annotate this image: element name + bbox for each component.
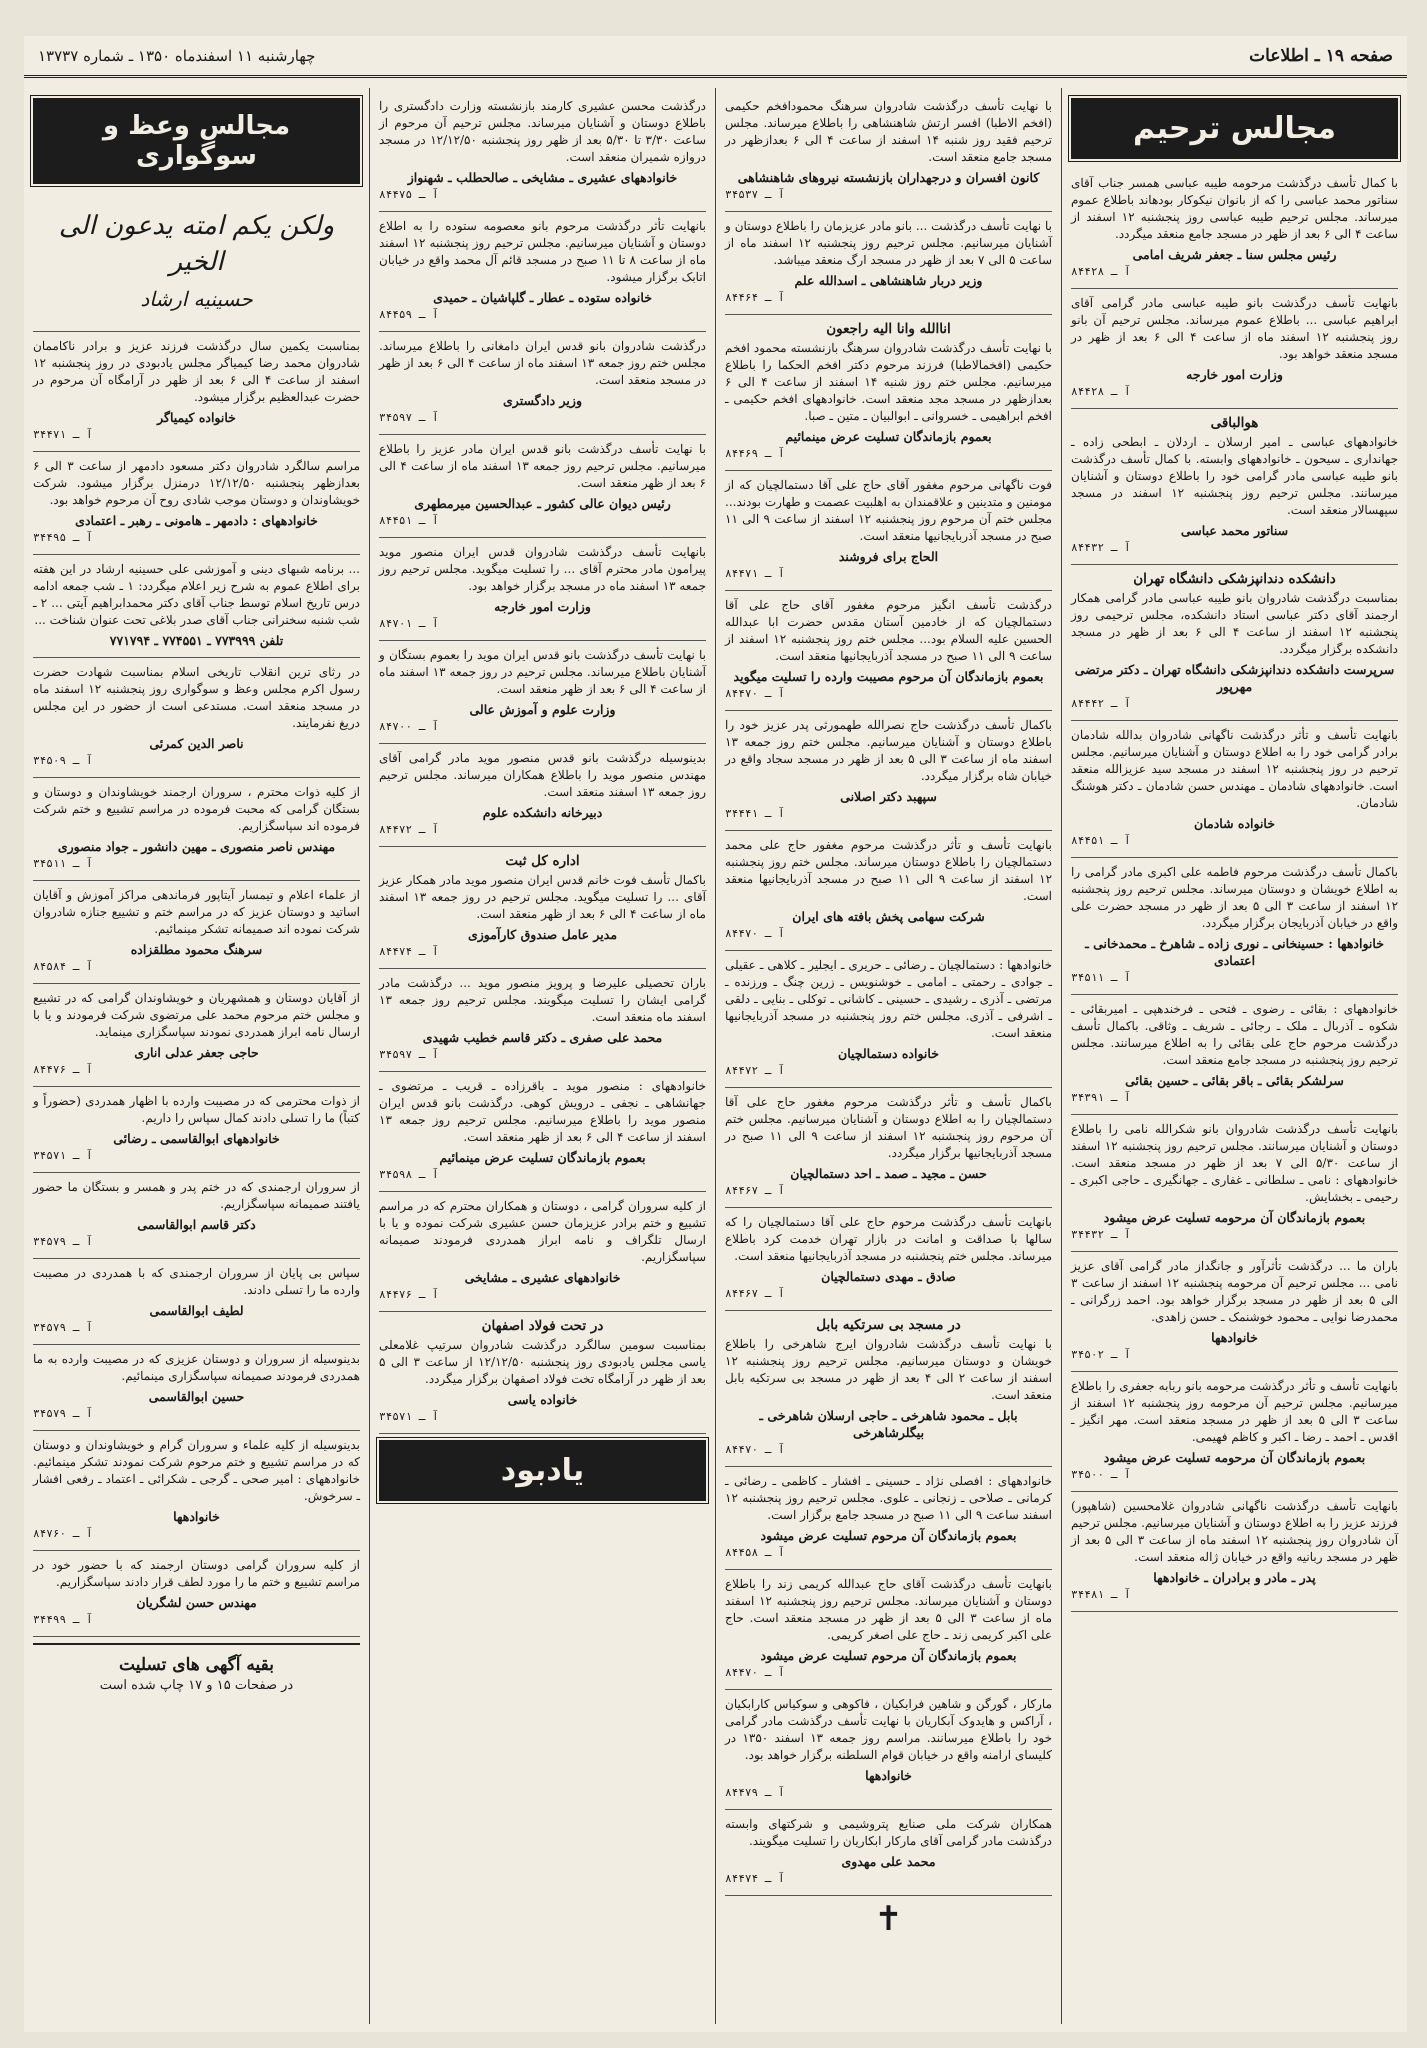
notice-text: باران تحصیلی علیرضا و پرویز منصور موید ... درگذشت مادر گرامی ایشان را تسلیت میگویند. مجلس ترحیم روز جمعه ۱۳ اسفند ماه منعقد است. — [379, 976, 706, 1024]
notice-signature: دکتر قاسم ابوالقاسمی — [137, 1217, 256, 1232]
notice-code: آ ـ ۸۴۴۵۸ — [725, 1546, 785, 1559]
notice-code: آ ـ ۳۴۵۰۹ — [33, 754, 93, 767]
notice-text: مارکار ، گورگن و شاهین فرابکیان ، فاکوهی و سوکیاس کارابکیان ، آراکس و هایدوک آبکاریان با نهایت تأسف درگذشت مادر گرامی خود را باطلاع میرسانند. مراسم روز جمعه ۱۳ اسفند ۱۳۵۰ در کلیسای ارامنه واقع در خیابان قوام السلطنه برگزار خواهد بود. — [725, 1697, 1053, 1762]
notice-text: از ذوات محترمی که در مصیبت وارده با اظهار همدردی (حضوراً و کتباً) ما را تسلی دادند کمال سپاس را داریم. — [33, 1094, 360, 1125]
notice-item — [379, 847, 706, 969]
notice-item — [725, 92, 1052, 212]
notice-text: در رثای ترین انقلاب تاریخی اسلام بمناسبت شهادت حضرت رسول اکرم مجلس وعظ و سوگواری روز پنجشنبه ۱۲ اسفند ماه در مسجد منعقد است. مستدعی است از حضور در این مجلس دریغ نفرمایند. — [33, 665, 360, 730]
notice-signature: سپهبد دکتر اصلانی — [840, 789, 937, 804]
notice-text: بانهایت تأسف درگذشت ناگهانی شادروان غلامحسین (شاهپور) فرزند عزیز را به اطلاع دوستان و آشنایان میرسانیم. مجلس ترحیم آن شادروان روز پنجشنبه ۱۲ اسفند ماه از ساعت ۳ الی ۵ بعد از ظهر در مسجد ربانیه واقع در خیابان ژاله منعقد است. — [1071, 1499, 1399, 1564]
notice-signature: کانون افسران و درجهداران بازنشسته نیروهای شاهنشاهی — [737, 170, 1040, 185]
notice-text: درگذشت شادروان بانو قدس ایران دامغانی را باطلاع میرساند. مجلس ختم روز جمعه ۱۳ اسفند ماه از ساعت ۴ الی ۶ بعد از ظهر در مسجد منعقد است. — [379, 339, 706, 387]
notice-item — [725, 951, 1052, 1088]
notice-code: آ ـ ۳۴۳۹۱ — [1071, 1091, 1131, 1104]
notice-text: از کلیه سروران گرامی ، دوستان و همکاران محترم که در مراسم تشییع و ختم برادر عزیزمان حسن عشیری شرکت نموده و یا با ارسال تلگراف و نامه ابراز همدردی فرمودند صمیمانه سپاسگزاریم. — [379, 1199, 706, 1264]
notice-code: آ ـ ۳۴۵۹۷ — [379, 1048, 439, 1061]
notice-code: آ ـ ۳۴۴۹۹ — [33, 1613, 93, 1626]
notice-item — [725, 1208, 1052, 1311]
notice-text: بدینوسیله از سروران و دوستان عزیزی که در مصیبت وارده به ما همدردی فرمودند صمیمانه سپاسگزاری مینمائیم. — [33, 1352, 360, 1383]
notice-signature: الحاج برای فروشند — [838, 549, 939, 564]
notice-text: خانوادههای : افصلی نژاد ـ حسینی ـ افشار ـ کاظمی ـ رضائی ـ کرمانی ـ صلاحی ـ زنجانی ـ علوی. مجلس ترحیم روز پنجشنبه ۱۲ اسفند ساعت ۹ الی ۱۱ صبح در مسجد جامع برگزار است. — [725, 1474, 1052, 1522]
notice-item — [1071, 169, 1398, 289]
notice-text: بانهایت تأسف درگذشت بانو طیبه عباسی مادر گرامی آقای ابراهیم عباسی ... باطلاع عموم میرساند. مجلس ترحیم آن بانو روز پنجشنبه ۱۲ اسفند ماه از ساعت ۴ الی ۶ بعد از ظهر در مسجد منعقد خواهد بود. — [1071, 296, 1399, 361]
notice-code: آ ـ ۳۴۴۷۱ — [33, 428, 93, 441]
notice-text: با نهایت تأسف درگذشت بانو قدس ایران مادر عزیز را باطلاع میرسانیم. مجلس ترحیم روز جمعه ۱۳ اسفند ماه از ساعت ۴ الی ۶ بعد از ظهر منعقد است. — [379, 442, 707, 490]
notice-signature: بعموم بازماندگان آن مرحومه تسلیت عرض میشود — [1103, 1450, 1366, 1465]
notice-item — [33, 1259, 360, 1345]
notice-item — [379, 212, 706, 332]
notice-signature: بعموم بازماندگان آن مرحوم تسلیت عرض میشود — [760, 1528, 1017, 1543]
notice-signature: حسن ـ مجید ـ صمد ـ احد دستمالچیان — [790, 1166, 987, 1181]
notice-signature: وزارت امور خارجه — [494, 599, 591, 614]
notice-item — [725, 591, 1052, 711]
notice-text: سپاس بی پایان از سروران ارجمندی که با همدردی در مصیبت وارده ما را تسلی دادند. — [33, 1266, 360, 1297]
notice-code: آ ـ ۳۴۵۷۱ — [379, 1410, 439, 1423]
notice-item — [33, 1173, 360, 1259]
notice-code: آ ـ ۸۴۴۷۲ — [725, 1064, 785, 1077]
notice-code: آ ـ ۳۴۵۷۱ — [33, 1149, 93, 1162]
notice-item — [33, 1345, 360, 1431]
notice-text: خانوادههای : منصور موید ـ باقرزاده ـ قریب ـ مرتضوی ـ جهانشاهی ـ نجفی ـ درویش کوهی. درگذشت بانو قدس ایران منصور موید را باطلاع میرسانیم. مجلس ترحیم روز جمعه ۱۳ اسفند از ساعت ۴ الی ۶ بعد از ظهر منعقد است. — [379, 1079, 706, 1144]
notice-code: آ ـ ۸۴۴۵۱ — [379, 514, 439, 527]
notice-text: ... برنامه شبهای دینی و آموزشی علی حسینیه ارشاد در این هفته برای اطلاع عموم به شرح زیر اعلام میگردد: ۱ ـ شب جمعه ادامه درس تاریخ اسلام توسط جناب آقای دکتر محمدابراهیم آیتی ... ۲ ـ شب شنبه سخنرانی جناب آقای صدر بلاغی تحت عنوان شناخت ... — [33, 562, 361, 627]
notice-item — [1071, 1372, 1398, 1492]
notice-item — [33, 658, 360, 778]
notice-item — [725, 831, 1052, 951]
notice-item — [1071, 565, 1398, 721]
notice-text: با نهایت تأسف درگذشت شادروان ایرج شاهرخی را باطلاع خویشان و دوستان میرسانیم. مجلس ترحیم روز پنجشنبه ۱۲ اسفند از ساعت ۲ الی ۴ بعد از ظهر در مسجد بی سرتکیه بابل منعقد است. — [725, 1337, 1052, 1402]
notice-signature: ناصر الدین کمرئی — [149, 736, 244, 751]
notice-text: با کمال تأسف درگذشت مرحومه طیبه عباسی همسر جناب آقای سناتور محمد عباسی را که از بانوان نیکوکار بودهاند باطلاع عموم میرساند. مجلس ترحیم طیبه عباسی روز پنجشنبه ۱۲ اسفند از ساعت ۴ الی ۶ بعد از ظهر در مسجد جامع منعقد میگردد. — [1071, 176, 1398, 241]
notice-text: بانهایت تأسف درگذشت مرحوم حاج علی آقا دستمالچیان را که سالها با صداقت و امانت در بازار تهران خدمت کرد باطلاع میرساند. مجلس ختم پنجشنبه در مسجد آذربایجانیها منعقد است. — [725, 1215, 1052, 1263]
notice-signature: مهندس ناصر منصوری ـ مهین دانشور ـ جواد منصوری — [57, 839, 336, 854]
notice-code: آ ـ ۸۴۴۷۴ — [725, 1872, 785, 1885]
notice-item — [725, 711, 1052, 831]
issue-date: چهارشنبه ۱۱ اسفندماه ۱۳۵۰ ـ شماره ۱۳۷۳۷ — [38, 46, 316, 65]
notice-signature: حسین ابوالقاسمی — [148, 1389, 245, 1404]
notice-text: بدینوسیله درگذشت بانو قدس منصور موید مادر گرامی آقای مهندس منصور موید را باطلاع همکاران میرساند. مجلس ترحیم روز جمعه ۱۳ اسفند منعقد است. — [379, 751, 706, 799]
notice-text: درگذشت تأسف انگیز مرحوم مغفور آقای حاج علی آقا دستمالچیان که از خادمین آستان مقدس حضرت ابا عبدالله الحسین علیه السلام بود... مجلس ختم روز پنجشنبه ۱۲ اسفند از ساعت ۹ الی ۱۱ صبح در مسجد آذربایجانیها منعقد است. — [725, 598, 1052, 663]
column-3 — [369, 88, 715, 2024]
notice-item — [379, 1312, 706, 1434]
notice-item — [33, 332, 360, 452]
notice-code: آ ـ ۸۴۴۷۶ — [379, 1288, 439, 1301]
footer-note — [33, 1643, 360, 1697]
notice-item — [725, 471, 1052, 591]
footer-title: بقیه آگهی های تسلیت — [119, 1655, 274, 1675]
notice-signature: پدر ـ مادر و برادران ـ خانوادهها — [1153, 1570, 1316, 1585]
notice-code: آ ـ ۳۴۴۴۱ — [725, 807, 785, 820]
notice-code: آ ـ ۸۴۴۴۲ — [1071, 697, 1131, 710]
notice-signature: خانواده دستمالچیان — [838, 1046, 939, 1061]
notice-text: با نهایت تأسف درگذشت ... بانو مادر عزیزمان را باطلاع دوستان و آشنایان میرسانیم. مجلس ترحیم روز پنجشنبه ۱۲ اسفند ماه از ساعت ۵ الی ۷ بعد از ظهر در مسجد ارگ منعقد میباشد. — [725, 219, 1052, 267]
cross-icon: ✝ — [874, 1899, 903, 1939]
notice-text: باران ما ... درگذشت تأثرآور و جانگداز مادر گرامی آقای عزیز نامی ... مجلس ترحیم آن مرحومه پنجشنبه ۱۲ اسفند از ساعت ۳ الی ۵ بعد از ظهر در مسجد برگزار خواهد بود. احمد زرگرانی ـ محمدرضا نوایی ـ محمود خوشنمک ـ حسن زاهدی. — [1071, 1259, 1399, 1324]
notice-title: در مسجد بی سرتکیه بابل — [816, 1317, 961, 1333]
notice-text: از کلیه سروران گرامی دوستان ارجمند که با حضور خود در مراسم تشییع و ختم ما را مورد لطف قرار دادند سپاسگزاریم. — [33, 1558, 360, 1589]
notice-item — [379, 1192, 706, 1312]
notice-item — [33, 1431, 360, 1551]
notice-item — [379, 969, 706, 1072]
notice-text: باکمال تأسف و تأثر درگذشت مرحوم مغفور حاج علی آقا دستمالچیان را به اطلاع دوستان و آشنایان میرسانیم. مجلس ختم آن مرحوم روز پنجشنبه ۱۲ اسفند از ساعت ۹ الی ۱۱ صبح در مسجد آذربایجانیها برگزار میگردد. — [725, 1095, 1052, 1160]
notice-text: بانهایت تأسف درگذشت شادروان قدس ایران منصور موید پیرامون مادر محترم آقای ... را تسلیت میگوید. مجلس ترحیم روز جمعه ۱۳ اسفند ماه در مسجد برگزار خواهد بود. — [379, 545, 706, 593]
banner-yadbud: یادبود — [379, 1440, 706, 1501]
notice-text: بمناسبت درگذشت شادروان بانو طیبه عباسی مادر گرامی همکار ارجمند آقای دکتر عباسی استاد دانشکده، مجلس ترحیمی روز پنجشنبه ۱۲ اسفند از ساعت ۴ الی ۶ بعد از ظهر در مسجد دانشکده برگزار میگردد. — [1071, 591, 1399, 656]
notice-item — [379, 435, 706, 538]
notice-signature: وزارت امور خارجه — [1186, 367, 1283, 382]
notice-text: باکمال تأسف درگذشت حاج نصرالله طهمورثی پدر عزیز خود را باطلاع دوستان و آشنایان میرسانیم. مجلس ختم روز جمعه ۱۳ اسفند ماه از ساعت ۳ الی ۵ بعد از ظهر در مسجد سجاد واقع در خیابان شاه برگزار میگردد. — [725, 718, 1052, 783]
notice-signature: خانواده یاسی — [507, 1392, 578, 1407]
notice-code: آ ـ ۸۴۴۷۵ — [379, 188, 439, 201]
notice-signature: بابل ـ محمود شاهرخی ـ حاجی ارسلان شاهرخی ـ بیگلرشاهرخی — [759, 1408, 1018, 1440]
notice-text: بانهایت تأسف درگذشت آقای حاج عبدالله کریمی زند را باطلاع دوستان و آشنایان میرساند. مجلس ترحیم روز پنجشنبه ۱۲ اسفند ماه از ساعت ۳ الی ۵ بعد از ظهر در مسجد منعقد است. حاج علی اکبر کریمی زند ـ حاج علی اصغر کریمی. — [725, 1577, 1052, 1642]
notice-item — [725, 1810, 1052, 1896]
notice-code: آ ـ ۳۴۵۱۱ — [33, 857, 93, 870]
notice-item — [1071, 858, 1398, 995]
notice-signature: رئیس مجلس سنا ـ جعفر شریف امامی — [1132, 247, 1337, 262]
notice-signature: رئیس دیوان عالی کشور ـ عبدالحسین میرمطهری — [414, 496, 671, 511]
notice-code: آ ـ ۸۴۴۶۴ — [725, 291, 785, 304]
notice-signature: محمد علی صفری ـ دکتر قاسم خطیب شهیدی — [422, 1030, 663, 1045]
notice-signature: لطیف ابوالقاسمی — [149, 1303, 244, 1318]
notice-signature: خانوادهها — [1211, 1330, 1258, 1345]
notice-text: بمناسبت سومین سالگرد درگذشت شادروان سرتیپ غلامعلی یاسی مجلس یادبودی روز پنجشنبه ۱۲/۱۲/۵۰ از ساعت ۳ الی ۵ بعد از ظهر در آرامگاه تخت فولاد اصفهان برگزار میگردد. — [379, 1338, 706, 1386]
notice-text: فوت ناگهانی مرحوم مغفور آقای حاج علی آقا دستمالچیان که از مومنین و متدینین و علاقمندان به اهلبیت عصمت و طهارت بودند... مجلس ختم آن مرحوم روز پنجشنبه ۱۲ اسفند از ساعت ۹ الی ۱۱ صبح در مسجد آذربایجانیها منعقد است. — [725, 478, 1053, 543]
notice-code: آ ـ ۳۴۴۸۱ — [1071, 1588, 1131, 1601]
banner-tarhim: مجالس ترحیم — [1071, 98, 1398, 159]
notice-code: آ ـ ۸۴۴۲۸ — [1071, 265, 1131, 278]
notice-signature: خانوادههای ابوالقاسمی ـ رضائی — [113, 1131, 280, 1146]
notice-signature: بعموم بازماندگان آن مرحوم مصیبت وارده را تسلیت میگوید — [733, 669, 1044, 684]
notice-signature: خانوادهها — [173, 1509, 220, 1524]
notice-code: آ ـ ۸۴۴۷۴ — [379, 945, 439, 958]
notice-text: خانوادههای عباسی ـ امیر ارسلان ـ اردلان ـ ابطحی زاده ـ جهانداری ـ سیحون ـ خانوادههای وابسته. با کمال تأسف درگذشت بانو طیبه عباسی مادر گرامی خود را باطلاع دوستان و آشنایان میرسانند. مجلس ترحیم روز پنجشنبه ۱۲ اسفند در مسجد سپهسالار منعقد است. — [1071, 435, 1398, 517]
notice-text: خانوادههای : بقائی ـ رضوی ـ فتحی ـ فرخندهپی ـ امیربقائی ـ شکوه ـ آذربال ـ ملک ـ رجائی ـ شریف ـ وثاقی. باکمال تأسف درگذشت مرحوم حاج علی بقائی را به اطلاع میرسانند. مجلس ترحیم روز پنجشنبه در مسجد جامع منعقد است. — [1071, 1002, 1398, 1067]
notice-item — [33, 881, 360, 984]
notice-text: بانهایت تأسف و تأثر درگذشت مرحوم مغفور حاج علی محمد دستمالچیان را باطلاع دوستان میرساند. مجلس ختم روز پنجشنبه ۱۲ اسفند از ساعت ۹ الی ۱۱ صبح در مسجد آذربایجانیها منعقد است. — [725, 838, 1053, 903]
notice-signature: خانوادهها : حسینخانی ـ نوری زاده ـ شاهرخ ـ محمدخانی ـ اعتمادی — [1085, 936, 1384, 968]
notice-item — [725, 315, 1052, 471]
notice-code: آ ـ ۸۴۴۷۹ — [725, 1786, 785, 1799]
notice-item — [33, 1551, 360, 1637]
notice-signature: سرپرست دانشکده دندانپزشکی دانشگاه تهران ـ دکتر مرتضی مهرپور — [1074, 662, 1395, 694]
notice-code: آ ـ ۳۴۵۳۷ — [725, 188, 785, 201]
notice-text: خانوادهها : دستمالچیان ـ رضائی ـ حریری ـ ایجلیر ـ کلاهی ـ عقیلی ـ جوادی ـ رحمتی ـ امامی ـ خوشنویس ـ زرین چنگ ـ ورزنده ـ مرتضی ـ آذری ـ رشیدی ـ حسینی ـ کاشانی ـ توکلی ـ بنایی ـ دلقی ـ اشرفی ـ آذری. مجلس ختم روز پنجشنبه در مسجد آذربایجانیها منعقد است. — [725, 958, 1052, 1040]
notice-text: از کلیه ذوات محترم ، سروران ارجمند خویشاوندان و دوستان و بستگان گرامی که محبت فرموده در مراسم تشییع و ختم شرکت فرموده اند سپاسگزاریم. — [33, 785, 360, 833]
notice-item — [725, 1570, 1052, 1690]
notice-item — [1071, 721, 1398, 858]
notice-item — [379, 332, 706, 435]
notice-text: با نهایت تأسف درگذشت شادروان سرهنگ بازنشسته محمود افخم حکیمی (افخمالاطبا) فرزند مرحوم دکتر افخم الحکما را باطلاع میرسانیم. مجلس ختم روز شنبه ۱۴ اسفند از ساعت ۴ الی ۶ بعدازظهر در مسجد مجد منعقد است. خانوادههای افخم حکیمی ـ افخم ابراهیمی ـ خسروانی ـ ابوالبیان ـ متین ـ صبا. — [725, 341, 1052, 423]
notice-title: اداره کل ثبت — [505, 853, 580, 869]
notice-item — [33, 555, 360, 658]
notice-item — [1071, 995, 1398, 1115]
columns — [24, 88, 1407, 2024]
notice-signature: خانوادههای عشیری ـ مشایخی ـ صالحطلب ـ شهنواز — [407, 170, 678, 185]
masthead — [24, 36, 1407, 78]
notice-code: آ ـ ۸۴۴۷۰ — [725, 1443, 785, 1456]
notice-signature: دبیرخانه دانشکده علوم — [482, 805, 603, 820]
notice-signature: بعموم بازماندگان تسلیت عرض مینمائیم — [785, 429, 992, 444]
notice-signature: سناتور محمد عباسی — [1180, 523, 1289, 538]
notice-text: باکمال تأسف فوت خانم قدس ایران منصور موید مادر همکار عزیز آقای ... را تسلیت میگوید. مجلس ترحیم در روز جمعه ۱۳ اسفند ماه از ساعت ۴ الی ۶ بعد از ظهر منعقد است. — [379, 873, 706, 921]
notice-code: آ ـ ۳۴۵۱۱ — [1071, 971, 1131, 984]
notice-signature: بعموم بازماندگان آن مرحوم تسلیت عرض میشود — [760, 1648, 1017, 1663]
notice-code: آ ـ ۸۴۴۶۷ — [725, 1184, 785, 1197]
notice-item — [379, 641, 706, 744]
notice-item — [725, 1311, 1052, 1467]
newspaper-page — [24, 36, 1407, 2032]
notice-text: بانهایت تأسف و تأثر درگذشت ناگهانی شادروان بدالله شادمان برادر گرامی خود را به اطلاع دوستان و آشنایان میرسانیم. مجلس ترحیم در روز پنجشنبه ۱۲ اسفند در مسجد سید عزیزالله منعقد است. خانوادههای شادمان ـ مهندس حسن شادمان ـ دکتر هوشنگ شادمان. — [1071, 728, 1399, 810]
column-1 — [1061, 88, 1407, 2024]
notice-item — [379, 1072, 706, 1192]
notice-text: بانهایت تأسف درگذشت شادروان بانو شکرالله نامی را باطلاع دوستان و آشنایان میرسانند. مجلس ترحیم روز پنجشنبه ۱۲ اسفند از ساعت ۵/۳۰ الی ۷ بعد از ظهر در مسجد منعقد است. خانوادههای : نامی ـ سلطانی ـ غفاری ـ جهانگیری ـ حاجی اکبری ـ رحیمی ـ بخشایش. — [1071, 1122, 1398, 1204]
notice-text: مراسم سالگرد شادروان دکتر مسعود دادمهر از ساعت ۳ الی ۶ بعدازظهر پنجشنبه ۱۲/۱۲/۵۰ درمنزل برگزار میشود. شرکت خویشاوندان و دوستان موجب شادی روح آن مرحوم خواهد بود. — [33, 459, 360, 507]
notice-signature: محمد علی مهدوی — [841, 1854, 936, 1869]
notice-code: آ ـ ۸۴۴۷۰ — [725, 927, 785, 940]
notice-item — [33, 778, 360, 881]
notice-code: آ ـ ۸۴۴۲۸ — [1071, 385, 1131, 398]
notice-code: آ ـ ۸۴۴۵۱ — [1071, 834, 1131, 847]
notice-title: در تحت فولاد اصفهان — [481, 1318, 604, 1334]
notice-item — [33, 984, 360, 1087]
notice-code: آ ـ ۸۴۴۷۰ — [725, 1666, 785, 1679]
notice-signature: مهندس حسن لشگریان — [136, 1595, 257, 1610]
notice-signature: خانواده ستوده ـ عطار ـ گلپاشیان ـ حمیدی — [433, 290, 652, 305]
notice-signature: خانوادهها — [865, 1768, 912, 1783]
notice-signature: حاجی جعفر عدلی اناری — [134, 1045, 259, 1060]
notice-code: آ ـ ۳۴۵۹۸ — [379, 1168, 439, 1181]
notice-code: آ ـ ۳۴۴۹۵ — [33, 531, 93, 544]
notice-code: آ ـ ۸۴۴۵۹ — [379, 308, 439, 321]
notice-code: آ ـ ۳۴۵۹۷ — [379, 411, 439, 424]
notice-text: باکمال تأسف درگذشت مرحوم فاطمه علی اکبری مادر گرامی را به اطلاع خویشان و دوستان میرساند. مجلس ترحیم روز پنجشنبه ۱۲ اسفند از ساعت ۳ الی ۵ بعد از ظهر در مسجد حضرت علی واقع در خیابان آذربایجان برگزار میگردد. — [1071, 865, 1399, 930]
notice-code: آ ـ ۸۴۴۶۹ — [725, 447, 785, 460]
notice-code: آ ـ ۸۴۵۸۴ — [33, 960, 93, 973]
notice-code: آ ـ ۳۴۵۰۲ — [1071, 1348, 1131, 1361]
notice-signature: خانواده کیمیاگر — [157, 410, 236, 425]
notice-item — [725, 1467, 1052, 1570]
notice-text: بدینوسیله از کلیه علماء و سروران گرام و خویشاوندان و دوستان که در مراسم تشییع و ختم مرحوم شرکت نمودند تشکر مینمائیم. خانوادههای : امیر صحی ـ گرجی ـ شکرائی ـ اعتماد ـ رفعی افشار ـ سرخوش. — [33, 1438, 360, 1503]
notice-code: آ ـ ۳۴۵۷۹ — [33, 1407, 93, 1420]
notice-code: آ ـ ۸۴۷۰۰ — [379, 720, 439, 733]
notice-text: با نهایت تأسف درگذشت بانو قدس ایران موید را بعموم بستگان و آشنایان باطلاع میرساند. مجلس ترحیم در روز جمعه ۱۳ اسفند ماه از ساعت ۴ الی ۶ بعد از ظهر منعقد است. — [379, 648, 706, 696]
notice-text: بانهایت تأسف و تأثر درگذشت مرحومه بانو ربابه جعفری را باطلاع میرسانیم. مجلس ترحیم آن مرحومه روز پنجشنبه ۱۲ اسفند از ساعت ۳ الی ۵ بعد از ظهر در مسجد منعقد است. مهر انگیز ـ اقدس ـ احمد ـ رضا ـ اکبر و کاظم فهیمی. — [1071, 1379, 1399, 1444]
notice-signature: سرهنگ محمود مطلقزاده — [130, 942, 263, 957]
notice-signature: خانوادههای عشیری ـ مشایخی — [464, 1270, 621, 1285]
notice-code: آ ـ ۳۴۴۳۲ — [1071, 1228, 1131, 1241]
notice-code: آ ـ ۸۴۴۳۲ — [1071, 541, 1131, 554]
notice-signature: خانواده شادمان — [1194, 816, 1275, 831]
notice-item — [1071, 1252, 1398, 1372]
notice-signature: بعموم بازماندگان تسلیت عرض مینمائیم — [439, 1150, 646, 1165]
notice-signature: شرکت سهامی پخش بافته های ایران — [792, 909, 985, 924]
notice-text: از آقایان دوستان و همشهریان و خویشاوندان گرامی که در تشییع و مجلس ختم مرحوم محمد علی مرتضوی شرکت فرمودند و یا با ارسال نامه ابراز همدردی نمودند سپاسگزاری مینماید. — [33, 991, 360, 1039]
banner-vaz: مجالس وعظ و سوگواری — [33, 98, 360, 184]
notice-code: آ ـ ۸۴۷۶۰ — [33, 1527, 93, 1540]
notice-signature: تلفن ۷۷۳۹۹۹ ـ ۷۷۴۵۵۱ ـ ۷۷۱۷۹۴ — [109, 633, 284, 648]
notice-title: دانشکده دندانپزشکی دانشگاه تهران — [1133, 571, 1336, 587]
notice-signature: وزارت علوم و آموزش عالی — [469, 702, 616, 717]
notice-item — [1071, 1115, 1398, 1252]
notice-item — [33, 452, 360, 555]
notice-signature: خانوادههای : دادمهر ـ هامونی ـ رهبر ـ اعتمادی — [75, 513, 318, 528]
notice-item — [33, 1087, 360, 1173]
notice-signature: مدیر عامل صندوق کارآموزی — [467, 927, 618, 942]
notice-code: آ ـ ۳۴۵۰۰ — [1071, 1468, 1131, 1481]
footer-sub: در صفحات ۱۵ و ۱۷ چاپ شده است — [99, 1678, 294, 1693]
notice-item — [379, 92, 706, 212]
notice-item — [725, 1690, 1052, 1810]
notice-signature: سرلشکر بقائی ـ باقر بقائی ـ حسین بقائی — [1125, 1073, 1344, 1088]
notice-code: آ ـ ۸۴۷۰۱ — [379, 617, 439, 630]
notice-text: با نهایت تأسف درگذشت شادروان سرهنگ محمودافخم حکیمی (افخم الاطبا) افسر ارتش شاهنشاهی را باطلاع میرساند. مجلس ترحیم فقید روز شنبه ۱۴ اسفند از ساعت ۴ الی ۶ بعدازظهر در مسجد جامع منعقد است. — [725, 99, 1053, 164]
notice-signature: وزیر دربار شاهنشاهی ـ اسدالله علم — [794, 273, 983, 288]
notice-item — [725, 212, 1052, 315]
notice-title: هوالباقی — [1210, 415, 1259, 431]
notice-item — [379, 538, 706, 641]
notice-item — [1071, 409, 1398, 565]
notice-code: آ ـ ۸۴۴۷۱ — [725, 567, 785, 580]
notice-text: از سروران ارجمندی که در ختم پدر و همسر و بستگان ما حضور یافتند صمیمانه سپاسگزاریم. — [33, 1180, 360, 1211]
notice-signature: وزیر دادگستری — [503, 393, 582, 408]
column-4 — [24, 88, 369, 2024]
column-2 — [715, 88, 1061, 2024]
notice-signature: بعموم بازماندگان آن مرحومه تسلیت عرض میشود — [1103, 1210, 1366, 1225]
page-label: صفحه ۱۹ ـ اطلاعات — [1249, 45, 1393, 66]
quote — [33, 194, 360, 332]
notice-code: آ ـ ۸۴۴۷۲ — [379, 823, 439, 836]
notice-text: بانهایت تأثر درگذشت مرحوم بانو معصومه ستوده را به اطلاع دوستان و آشنایان میرسانیم. مجلس ترحیم روز پنجشنبه ۱۲ اسفند ماه از ساعت ۸ تا ۱۱ صبح در مسجد قائم آل محمد واقع در خیابان اتابک برگزار میشود. — [379, 219, 706, 284]
notice-code: آ ـ ۳۴۵۷۹ — [33, 1321, 93, 1334]
notice-text: همکاران شرکت ملی صنایع پتروشیمی و شرکتهای وابسته درگذشت مادر گرامی آقای مارکار ابکاریان را تسلیت میگویند. — [725, 1817, 1052, 1848]
notice-code: آ ـ ۸۴۴۷۶ — [33, 1063, 93, 1076]
notice-text: بمناسبت یکمین سال درگذشت فرزند عزیز و برادر ناکاممان شادروان محمد رضا کیمیاگر مجلس یادبودی در روز پنجشنبه ۱۲ اسفند از ساعت ۴ الی ۶ بعد از ظهر در آرامگاه آن مرحوم در حضرت عبدالعظیم برگزار میشود. — [33, 339, 361, 404]
notice-code: آ ـ ۸۴۴۷۰ — [725, 687, 785, 700]
notice-item — [1071, 1492, 1398, 1612]
quote-sub: حسینیه ارشاد — [140, 287, 253, 311]
notice-code: آ ـ ۸۴۴۶۷ — [725, 1287, 785, 1300]
notice-text: از علماء اعلام و تیمسار آیتاپور فرماندهی مراکز آموزش و آقایان اساتید و دوستان عزیز که در مراسم ختم و تشییع جنازه شادروان شرکت نموده اند صمیمانه تشکر مینمائیم. — [33, 888, 360, 936]
notice-item — [379, 744, 706, 847]
notice-title: اناالله وانا الیه راجعون — [826, 321, 951, 337]
notice-item — [725, 1088, 1052, 1208]
quote-text: ولکن یکم امته یدعون الی الخیر — [58, 211, 335, 277]
notice-text: درگذشت محسن عشیری کارمند بازنشسته وزارت دادگستری را باطلاع دوستان و آشنایان میرساند. مجلس ترحیم آن مرحوم از ساعت ۳/۳۰ تا ۵/۳۰ بعد از ظهر روز پنجشنبه ۱۲/۱۲/۵۰ در مسجد دروازه شمیران منعقد است. — [379, 99, 707, 164]
notice-code: آ ـ ۳۴۵۷۹ — [33, 1235, 93, 1248]
notice-signature: صادق ـ مهدی دستمالچیان — [821, 1269, 956, 1284]
notice-item — [1071, 289, 1398, 409]
